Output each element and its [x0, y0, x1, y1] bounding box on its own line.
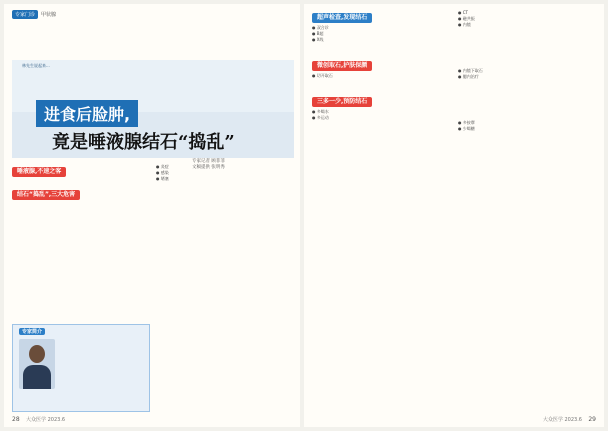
section-heading-3: 超声检查,发现结石: [312, 13, 372, 23]
bullet-3: ● 堵塞: [156, 176, 169, 181]
page-header: [12, 10, 56, 19]
section-heading-5: 三多一少,预防结石: [312, 97, 372, 107]
column-section: 甲状腺: [41, 12, 57, 18]
author-line-1: 专家记者 顾菲菲: [192, 159, 225, 164]
bullet-6: ● X线: [312, 37, 324, 42]
bullet-14: ● 多运动: [312, 115, 329, 120]
bullet-8: ● 磁共振: [458, 16, 475, 21]
footer-right: 大众医学 2023.6: [542, 417, 582, 423]
expert-label: 专家简介: [19, 328, 45, 335]
title-line-1: 进食后脸肿,: [36, 100, 138, 127]
expert-photo-head: [29, 345, 45, 363]
bullet-9: ● 内镜: [458, 22, 471, 27]
section-heading-1: 唾液腺,不速之客: [12, 167, 66, 177]
page-number-left: 28: [12, 416, 20, 423]
page-number-right: 29: [588, 416, 596, 423]
left-col-a: [12, 164, 150, 202]
bullet-16: ● 少喝糖: [458, 126, 475, 131]
title-line-2: 竟是唾液腺结石“捣乱”: [52, 132, 235, 153]
expert-photo-body: [23, 365, 51, 389]
section-heading-4: 微创取石,护肤保颜: [312, 61, 372, 71]
bullet-2: ● 感染: [156, 170, 169, 175]
right-page: [304, 4, 604, 427]
bullet-5: ● B超: [312, 31, 324, 36]
spacer: [458, 28, 596, 68]
expert-box: [12, 324, 150, 412]
column-tag: 专家门诊: [12, 10, 38, 19]
bullet-10: ● 切开取石: [312, 73, 333, 78]
left-col-b: [156, 164, 294, 182]
right-col-a: [312, 10, 450, 121]
bullet-13: ● 多喝水: [312, 109, 329, 114]
left-page: [4, 4, 300, 427]
footer-left: 大众医学 2023.6: [26, 417, 66, 423]
para: [12, 179, 150, 185]
bullet-12: ● 腮内治疗: [458, 74, 479, 79]
right-col-b: [458, 10, 596, 132]
bullet-15: ● 多按摩: [458, 120, 475, 125]
bullet-7: ● CT: [458, 10, 468, 15]
intro-text: 林先生说起来...: [12, 60, 294, 112]
spacer: [458, 80, 596, 120]
bullet-11: ● 内镜下取石: [458, 68, 483, 73]
expert-photo: [19, 339, 55, 389]
author-line-2: 文稿提供 张明秀: [192, 165, 225, 170]
bullet-4: ● 双合诊: [312, 25, 329, 30]
section-heading-2: 结石“捣乱”,三大危害: [12, 190, 80, 200]
bullet-1: ● 炎症: [156, 164, 169, 169]
